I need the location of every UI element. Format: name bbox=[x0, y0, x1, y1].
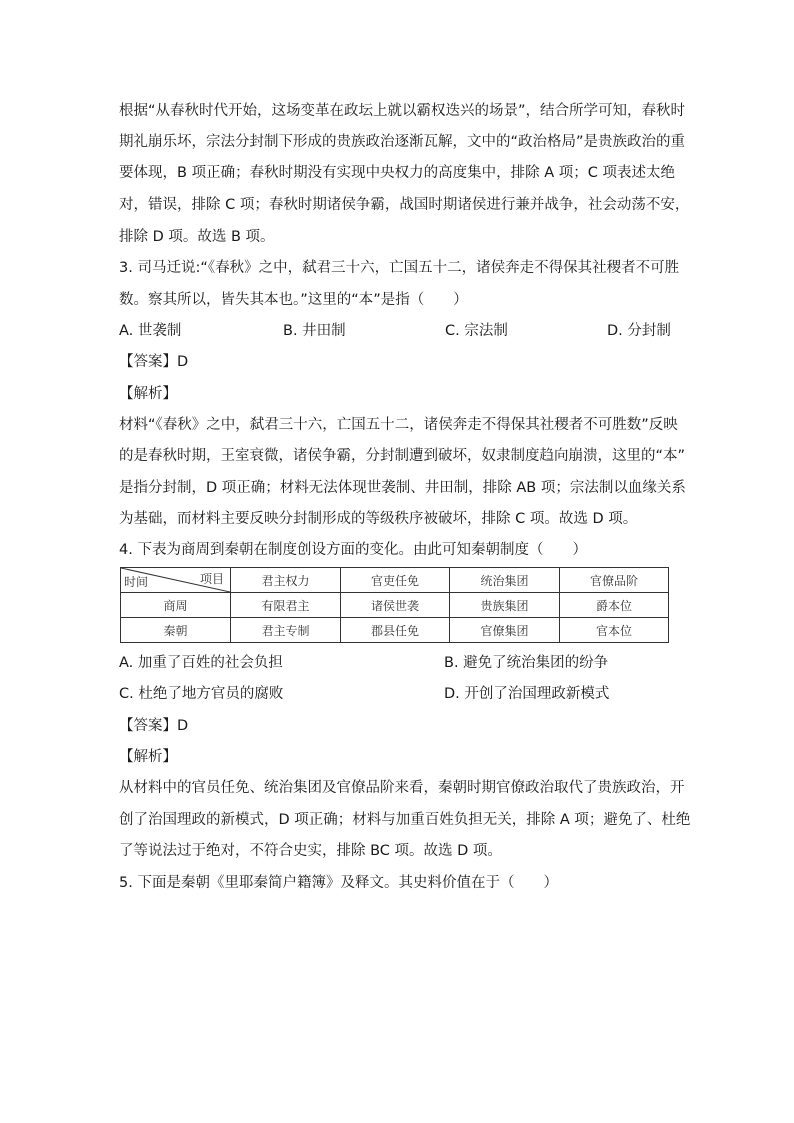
q3-option-a: A. 世袭制 bbox=[119, 323, 182, 339]
table-cell: 诸侯世袭 bbox=[341, 593, 450, 618]
corner-time-label: 时间 bbox=[124, 575, 149, 589]
table-header-row bbox=[121, 568, 669, 593]
q4-option-a: A. 加重了百姓的社会负担 bbox=[119, 655, 283, 671]
institution-comparison-table bbox=[120, 567, 669, 643]
table-row bbox=[121, 593, 669, 618]
table-row bbox=[121, 618, 669, 643]
q3-option-c: C. 宗法制 bbox=[445, 323, 508, 339]
q5-stem: 5. 下面是秦朝《里耶秦简户籍簿》及释文。其史料价值在于（ ） bbox=[119, 875, 558, 891]
q4-option-c: C. 杜绝了地方官员的腐败 bbox=[119, 686, 284, 702]
q2-analysis-line: 对，错误，排除 C 项；春秋时期诸侯争霸，战国时期诸侯进行兼并战争，社会动荡不安， bbox=[119, 197, 690, 213]
table-cell: 官僚集团 bbox=[450, 618, 560, 643]
table-corner-cell bbox=[121, 568, 231, 593]
q3-stem-line: 数。察其所以，皆失其本也。”这里的“本”是指（ ） bbox=[119, 292, 468, 308]
table-cell: 有限君主 bbox=[231, 593, 341, 618]
q3-analysis-line: 材料“《春秋》之中，弑君三十六，亡国五十二，诸侯奔走不得保其社稷者不可胜数”反映 bbox=[119, 417, 678, 433]
q2-analysis-line: 要体现，B 项正确；春秋时期没有实现中央权力的高度集中，排除 A 项；C 项表述太绝 bbox=[119, 165, 675, 181]
q3-analysis-line: 为基础，而材料主要反映分封制形成的等级秩序被破坏，排除 C 项。故选 D 项。 bbox=[119, 511, 638, 527]
q3-stem-line: 3. 司马迁说:“《春秋》之中，弑君三十六，亡国五十二，诸侯奔走不得保其社稷者不可胜 bbox=[119, 260, 680, 276]
table-period-cell: 秦朝 bbox=[121, 618, 231, 643]
q4-option-b: B. 避免了统治集团的纷争 bbox=[444, 655, 609, 671]
q3-option-d: D. 分封制 bbox=[607, 323, 671, 339]
table-header-cell: 君主权力 bbox=[231, 568, 341, 593]
table-cell: 贵族集团 bbox=[450, 593, 560, 618]
q4-option-d: D. 开创了治国理政新模式 bbox=[444, 686, 610, 702]
corner-item-label: 项目 bbox=[199, 572, 224, 586]
table-header-cell: 统治集团 bbox=[450, 568, 560, 593]
table-header-cell: 官吏任免 bbox=[341, 568, 450, 593]
q4-analysis-line: 了等说法过于绝对，不符合史实，排除 BC 项。故选 D 项。 bbox=[119, 843, 502, 859]
table-period-cell: 商周 bbox=[121, 593, 231, 618]
table-cell: 爵本位 bbox=[560, 593, 669, 618]
table-header-cell: 官僚品阶 bbox=[560, 568, 669, 593]
q3-option-b: B. 井田制 bbox=[283, 323, 346, 339]
q3-analysis-line: 是指分封制，D 项正确；材料无法体现世袭制、井田制，排除 AB 项；宗法制以血缘关系 bbox=[119, 480, 686, 496]
q4-stem: 4. 下表为商周到秦朝在制度创设方面的变化。由此可知秦朝制度（ ） bbox=[119, 542, 587, 558]
q3-analysis-line: 的是春秋时期，王室衰微，诸侯争霸，分封制遭到破坏，奴隶制度趋向崩溃，这里的“本” bbox=[119, 448, 686, 464]
q4-answer: 【答案】D bbox=[119, 718, 189, 734]
table-cell: 官本位 bbox=[560, 618, 669, 643]
q3-answer: 【答案】D bbox=[119, 354, 189, 370]
q4-analysis-line: 从材料中的官员任免、统治集团及官僚品阶来看，秦朝时期官僚政治取代了贵族政治，开 bbox=[119, 780, 685, 796]
q2-analysis-line: 根据“从春秋时代开始，这场变革在政坛上就以霸权迭兴的场景”，结合所学可知，春秋时 bbox=[119, 103, 686, 119]
table-cell: 君主专制 bbox=[231, 618, 341, 643]
q2-analysis-line: 排除 D 项。故选 B 项。 bbox=[119, 229, 275, 245]
q2-analysis-line: 期礼崩乐坏，宗法分封制下形成的贵族政治逐渐瓦解，文中的“政治格局”是贵族政治的重 bbox=[119, 134, 686, 150]
q4-analysis-line: 创了治国理政的新模式，D 项正确；材料与加重百姓负担无关，排除 A 项；避免了、杜绝 bbox=[119, 812, 691, 828]
table-cell: 郡县任免 bbox=[341, 618, 450, 643]
q4-analysis-label: 【解析】 bbox=[119, 749, 177, 765]
q3-analysis-label: 【解析】 bbox=[119, 386, 177, 402]
